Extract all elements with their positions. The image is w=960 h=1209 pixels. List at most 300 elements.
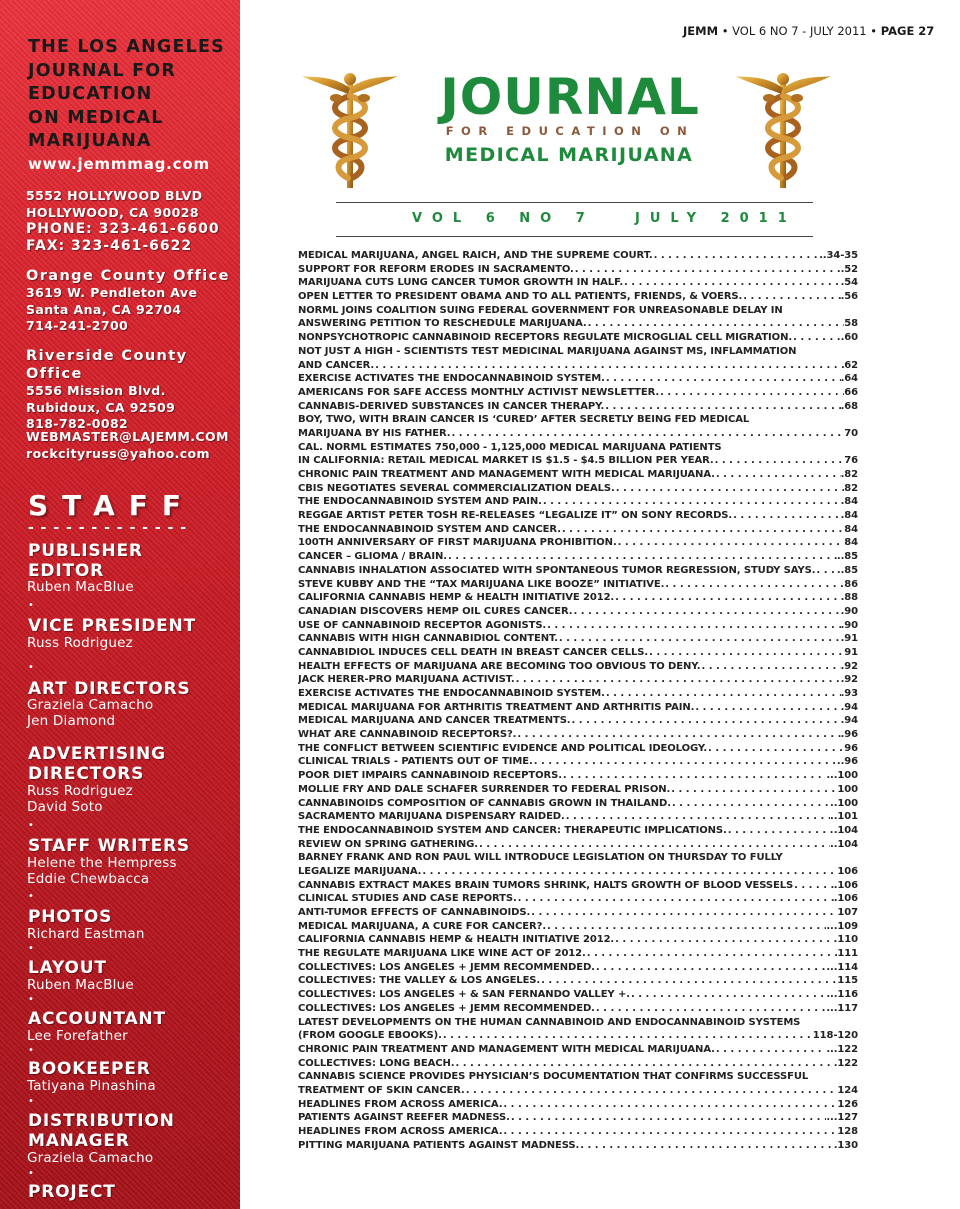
toc-entry-page: 86: [844, 578, 858, 590]
role-vice-president: VICE PRESIDENT: [28, 616, 196, 636]
toc-leader-dots: [792, 331, 841, 345]
toc-entry-page: 110: [837, 934, 858, 946]
toc-entry-title: PITTING MARIJUANA PATIENTS AGAINST MADNESS.: [298, 1139, 580, 1151]
toc-leader-dots: [465, 1084, 838, 1098]
toc-leader-dots: [530, 906, 837, 920]
toc-leader-dots: [562, 769, 826, 783]
toc-entry-title: REGGAE ARTIST PETER TOSH RE-RELEASES “LEGALIZE IT” ON SONY RECORDS.: [298, 510, 733, 522]
toc-entry[interactable]: [298, 263, 858, 277]
toc-entry[interactable]: [298, 906, 858, 920]
toc-entry-title: CANADIAN DISCOVERS HEMP OIL CURES CANCER.: [298, 605, 573, 617]
toc-leader-dots: [595, 1002, 826, 1016]
toc-entry-page: ...116: [826, 989, 858, 1001]
toc-entry[interactable]: [298, 1111, 858, 1125]
toc-leader-dots: [515, 673, 841, 687]
toc-entry-title: CAL. NORML ESTIMATES 750,000 - 1,125,000 MEDICAL MARIJUANA PATIENTS: [298, 441, 722, 453]
toc-entry[interactable]: [298, 1125, 858, 1139]
toc-entry[interactable]: [298, 304, 858, 318]
toc-leader-dots: [558, 632, 841, 646]
toc-entry[interactable]: [298, 523, 858, 537]
toc-entry-page: 91: [844, 646, 858, 658]
toc-entry-page: .52: [840, 263, 858, 275]
toc-entry[interactable]: [298, 824, 858, 838]
role-project: PROJECT: [28, 1182, 116, 1202]
toc-entry-title: CLINICAL TRIALS - PATIENTS OUT OF TIME.: [298, 756, 533, 768]
person-name: Russ Rodriguez: [27, 635, 133, 651]
toc-entry-title: AMERICANS FOR SAFE ACCESS MONTHLY ACTIVIST NEWSLETTER.: [298, 386, 660, 398]
toc-entry[interactable]: [298, 1043, 858, 1057]
toc-entry[interactable]: [298, 290, 858, 304]
toc-leader-dots: [605, 687, 841, 701]
staff-heading: STAFF: [28, 489, 196, 522]
toc-leader-dots: [542, 495, 841, 509]
toc-entry[interactable]: [298, 1016, 858, 1030]
toc-entry-title: HEADLINES FROM ACROSS AMERICA.: [298, 1126, 503, 1137]
toc-entry-title: MEDICAL MARIJUANA, ANGEL RAICH, AND THE SUPREME COURT.: [298, 250, 653, 261]
toc-leader-dots: [664, 578, 844, 592]
toc-leader-dots: [615, 482, 845, 496]
toc-entry-page: .94: [840, 715, 858, 727]
toc-entry[interactable]: [298, 851, 858, 865]
toc-entry-title: AND CANCER.: [298, 359, 375, 371]
toc-entry-title: SUPPORT FOR REFORM ERODES IN SACRAMENTO.: [298, 263, 574, 275]
toc-entry-title: THE ENDOCANNABINOID SYSTEM AND CANCER.: [298, 523, 561, 535]
publication-title: THE LOS ANGELES JOURNAL FOR EDUCATION ON MEDICAL MARIJUANA: [28, 37, 225, 151]
toc-entry[interactable]: [298, 646, 858, 660]
toc-entry-page: .82: [840, 469, 858, 480]
toc-leader-dots: [571, 714, 841, 728]
toc-entry-title: EXERCISE ACTIVATES THE ENDOCANNABINOID SYSTEM.: [298, 688, 605, 699]
toc-entry[interactable]: [298, 345, 858, 359]
toc-entry-page: ..85: [836, 551, 858, 563]
toc-entry-page: .91: [840, 633, 858, 645]
riverside-county-office: Riverside County Office 5556 Mission Blvd. Rubidoux, CA 92509 818-782-0082: [26, 348, 188, 431]
toc-entry[interactable]: [298, 687, 858, 701]
toc-entry-page: .56: [840, 291, 858, 303]
toc-entry-page: ...109: [826, 920, 858, 932]
toc-entry[interactable]: [298, 1139, 858, 1153]
toc-entry-title: BARNEY FRANK AND RON PAUL WILL INTRODUCE LEGISLATION ON THURSDAY TO FULLY: [298, 852, 783, 864]
toc-entry-page: ..104: [830, 838, 858, 850]
toc-entry-page: 111: [837, 948, 858, 960]
toc-entry[interactable]: [298, 660, 858, 674]
toc-leader-dots: [451, 427, 845, 441]
toc-entry[interactable]: [298, 441, 858, 455]
table-of-contents: [298, 249, 858, 1152]
toc-entry-title: CALIFORNIA CANNABIS HEMP & HEALTH INITIATIVE 2012.: [298, 934, 615, 946]
toc-entry[interactable]: [298, 920, 858, 934]
toc-entry-page: ...127: [826, 1112, 858, 1124]
toc-entry-page: .88: [840, 592, 858, 604]
toc-entry-page: ...100: [826, 770, 858, 782]
toc-entry[interactable]: [298, 317, 858, 331]
toc-entry[interactable]: [298, 769, 858, 783]
toc-leader-dots: [671, 797, 830, 811]
role-photos: PHOTOS: [28, 907, 113, 927]
role-staff-writers: STAFF WRITERS: [28, 836, 190, 856]
toc-entry-page: .90: [840, 619, 858, 631]
toc-entry-title: JACK HERER-PRO MARIJUANA ACTIVIST.: [298, 674, 515, 686]
toc-entry[interactable]: [298, 386, 858, 400]
toc-entry[interactable]: [298, 550, 858, 564]
toc-entry[interactable]: [298, 605, 858, 619]
person-name: Lee Forefather: [27, 1028, 128, 1044]
toc-entry[interactable]: [298, 1098, 858, 1112]
toc-entry-page: 106: [837, 865, 858, 877]
volume-number: VOL 6 NO 7: [412, 211, 595, 226]
toc-entry[interactable]: [298, 879, 858, 893]
toc-entry-page: .84: [840, 496, 858, 508]
toc-entry-title: CANNABIS INHALATION ASSOCIATED WITH SPONTANEOUS TUMOR REGRESSION, STUDY SAYS.: [298, 564, 816, 576]
toc-entry-title: CANNABIDIOL INDUCES CELL DEATH IN BREAST CANCER CELLS.: [298, 646, 649, 658]
toc-entry-page: .93: [840, 688, 858, 699]
toc-leader-dots: [574, 263, 841, 277]
toc-entry[interactable]: [298, 810, 858, 824]
toc-entry-page: ...122: [826, 1043, 858, 1055]
toc-entry[interactable]: [298, 714, 858, 728]
person-name: David Soto: [27, 799, 103, 815]
toc-entry-page: ..85: [836, 564, 858, 576]
toc-entry[interactable]: [298, 591, 858, 605]
toc-entry-title: MARIJUANA BY HIS FATHER.: [298, 427, 451, 439]
toc-entry[interactable]: [298, 755, 858, 769]
toc-leader-dots: [478, 838, 830, 852]
toc-entry-page: .106: [833, 879, 858, 891]
toc-entry-title: OPEN LETTER TO PRESIDENT OBAMA AND TO ALL PATIENTS, FRIENDS, & VOERS.: [298, 291, 743, 303]
toc-entry-page: ...117: [826, 1002, 858, 1014]
role-distribution-manager: DISTRIBUTION MANAGER: [28, 1111, 175, 1151]
toc-entry-page: 82: [844, 482, 858, 494]
toc-leader-dots: [374, 359, 844, 373]
toc-leader-dots: [670, 783, 837, 797]
contact-emails: [26, 429, 229, 462]
toc-entry-page: .64: [840, 373, 858, 385]
toc-entry-title: CHRONIC PAIN TREATMENT AND MANAGEMENT WITH MEDICAL MARIJUANA.: [298, 469, 715, 480]
person-name: Russ Rodriguez: [27, 783, 133, 799]
toc-leader-dots: [516, 728, 840, 742]
toc-entry[interactable]: [298, 427, 858, 441]
toc-entry-title: CANNABIS-DERIVED SUBSTANCES IN CANCER THERAPY.: [298, 400, 605, 412]
role-advertising-directors: ADVERTISING DIRECTORS: [28, 744, 166, 784]
toc-leader-dots: [614, 591, 840, 605]
issue-info: VOL 6 NO 7 - JULY 2011: [732, 24, 867, 38]
toc-entry[interactable]: [298, 359, 858, 373]
role-publisher-editor: PUBLISHER EDITOR: [28, 541, 143, 581]
toc-entry[interactable]: [298, 947, 858, 961]
toc-entry-title: COLLECTIVES: LOS ANGELES + JEMM RECOMMENDED.: [298, 961, 595, 973]
brand-name: JEMM: [683, 24, 719, 38]
toc-entry-title: COLLECTIVES: LOS ANGELES + & SAN FERNANDO VALLEY +.: [298, 989, 630, 1001]
toc-entry[interactable]: [298, 673, 858, 687]
bullet: •: [28, 943, 34, 954]
masthead-for-education: FOR EDUCATION ON: [445, 124, 695, 138]
toc-entry-title: CALIFORNIA CANNABIS HEMP & HEALTH INITIATIVE 2012.: [298, 592, 615, 604]
toc-leader-dots: [579, 1139, 833, 1153]
toc-leader-dots: [587, 317, 845, 331]
toc-entry[interactable]: [298, 413, 858, 427]
toc-entry[interactable]: [298, 701, 858, 715]
bullet: •: [28, 1045, 34, 1056]
toc-leader-dots: [659, 386, 844, 400]
toc-leader-dots: [614, 933, 837, 947]
toc-entry[interactable]: [298, 578, 858, 592]
toc-entry-title: NOT JUST A HIGH - SCIENTISTS TEST MEDICINAL MARIJUANA AGAINST MS, INFLAMMATION: [298, 345, 797, 357]
toc-entry-title: BOY, TWO, WITH BRAIN CANCER IS ‘CURED’ AFTER SECRETLY BEING FED MEDICAL: [298, 414, 750, 426]
role-bookeeper: BOOKEEPER: [28, 1059, 151, 1079]
toc-entry-page: .122: [833, 1057, 858, 1069]
toc-entry-title: CANCER – GLIOMA / BRAIN.: [298, 551, 447, 563]
toc-entry[interactable]: [298, 331, 858, 345]
toc-leader-dots: [561, 523, 844, 537]
toc-leader-dots: [540, 974, 837, 988]
toc-entry-title: HEALTH EFFECTS OF MARIJUANA ARE BECOMING TOO OBVIOUS TO DENY.: [298, 660, 701, 672]
toc-entry[interactable]: [298, 372, 858, 386]
toc-entry[interactable]: [298, 495, 858, 509]
toc-leader-dots: [604, 400, 840, 414]
toc-leader-dots: [694, 701, 840, 715]
bullet: •: [28, 600, 34, 611]
toc-leader-dots: [707, 742, 844, 756]
bullet: •: [28, 662, 34, 673]
toc-entry[interactable]: [298, 564, 858, 578]
toc-entry-title: CBIS NEGOTIATES SEVERAL COMMERCIALIZATION DEALS.: [298, 482, 615, 494]
toc-leader-dots: [421, 865, 837, 879]
toc-leader-dots: [700, 660, 840, 674]
sidebar: [0, 0, 240, 1209]
toc-entry[interactable]: [298, 1029, 858, 1043]
toc-entry-title: MEDICAL MARIJUANA FOR ARTHRITIS TREATMENT AND ARTHRITIS PAIN.: [298, 701, 695, 713]
toc-entry[interactable]: [298, 276, 858, 290]
toc-entry-page: .94: [840, 701, 858, 713]
toc-entry-page: 76: [844, 455, 858, 467]
toc-entry-title: NONPSYCHOTROPIC CANNABINOID RECEPTORS REGULATE MICROGLIAL CELL MIGRATION.: [298, 332, 793, 344]
person-name: Ruben MacBlue: [27, 579, 134, 595]
toc-entry-page: .68: [840, 400, 858, 412]
toc-entry-page: .130: [833, 1139, 858, 1151]
person-name: Eddie Chewbacca: [27, 871, 150, 887]
toc-entry-page: .60: [840, 332, 858, 344]
toc-entry-title: LEGALIZE MARIJUANA.: [298, 865, 422, 877]
toc-entry[interactable]: [298, 536, 858, 550]
bullet: •: [28, 1168, 34, 1179]
toc-entry[interactable]: [298, 988, 858, 1002]
toc-entry[interactable]: [298, 454, 858, 468]
bullet: •: [28, 891, 34, 902]
toc-entry-title: THE ENDOCANNABINOID SYSTEM AND CANCER: THERAPEUTIC IMPLICATIONS.: [298, 824, 727, 836]
toc-entry[interactable]: [298, 865, 858, 879]
toc-entry-title: THE ENDOCANNABINOID SYSTEM AND PAIN.: [298, 496, 542, 508]
person-name: Jen Diamond: [27, 713, 116, 729]
toc-entry[interactable]: [298, 468, 858, 482]
toc-entry-page: 124: [837, 1084, 858, 1096]
toc-leader-dots: [630, 988, 826, 1002]
person-name: Helene the Hempress: [27, 855, 177, 871]
toc-entry[interactable]: [298, 892, 858, 906]
hq-address: 5552 HOLLYWOOD BLVD HOLLYWOOD, CA 90028 PHONE: 323-461-6600 FAX: 323-461-6622: [26, 188, 220, 254]
person-name: Graziela Camacho: [27, 697, 154, 713]
toc-entry-title: HEADLINES FROM ACROSS AMERICA.: [298, 1098, 503, 1110]
toc-entry[interactable]: [298, 1070, 858, 1084]
toc-leader-dots: [586, 947, 838, 961]
toc-leader-dots: [742, 290, 840, 304]
toc-entry-title: REVIEW ON SPRING GATHERING.: [298, 838, 478, 850]
toc-entry-title: CLINICAL STUDIES AND CASE REPORTS.: [298, 893, 517, 905]
header-separator: •: [870, 24, 881, 38]
toc-entry-title: ANTI-TUMOR EFFECTS OF CANNABINOIDS.: [298, 907, 531, 918]
staff-divider: - - - - - - - - - - - - -: [28, 520, 188, 536]
toc-entry-title: CANNABIS EXTRACT MAKES BRAIN TUMORS SHRINK, HALTS GROWTH OF BLOOD VESSELS: [298, 879, 794, 891]
toc-entry-title: COLLECTIVES: LONG BEACH.: [298, 1057, 455, 1069]
issue-date: JULY 2011: [635, 211, 797, 226]
divider-rule: [336, 236, 813, 237]
toc-leader-dots: [454, 1057, 833, 1071]
toc-entry-title: EXERCISE ACTIVATES THE ENDOCANNABINOID SYSTEM.: [298, 373, 605, 385]
toc-entry[interactable]: [298, 249, 858, 263]
person-name: Richard Eastman: [27, 926, 145, 942]
toc-entry-title: MOLLIE FRY AND DALE SCHAFER SURRENDER TO FEDERAL PRISON.: [298, 783, 671, 795]
caduceus-left-icon: [300, 70, 400, 190]
website-link[interactable]: www.jemmmag.com: [28, 155, 210, 173]
person-name: Ruben MacBlue: [27, 977, 134, 993]
toc-leader-dots: [565, 810, 830, 824]
toc-leader-dots: [447, 550, 837, 564]
toc-entry-title: MEDICAL MARIJUANA AND CANCER TREATMENTS.: [298, 715, 571, 727]
role-accountant: ACCOUNTANT: [28, 1009, 166, 1029]
toc-entry-title: MARIJUANA CUTS LUNG CANCER TUMOR GROWTH IN HALF.: [298, 277, 624, 289]
toc-leader-dots: [502, 1125, 837, 1139]
person-name: Graziela Camacho: [27, 1150, 154, 1166]
divider-rule: [336, 202, 813, 203]
toc-entry-title: POOR DIET IMPAIRS CANNABINOID RECEPTORS.: [298, 770, 562, 782]
toc-entry-page: 126: [837, 1098, 858, 1110]
toc-entry-title: COLLECTIVES: LOS ANGELES + JEMM RECOMMENDED.: [298, 1002, 595, 1014]
masthead-medical-marijuana: MEDICAL MARIJUANA: [444, 144, 694, 166]
toc-entry[interactable]: [298, 797, 858, 811]
running-header: [683, 24, 934, 38]
toc-entry-title: 100TH ANNIVERSARY OF FIRST MARIJUANA PROHIBITION.: [298, 537, 617, 549]
toc-entry-page: 118-120: [812, 1030, 858, 1042]
role-layout: LAYOUT: [28, 958, 107, 978]
toc-entry-title: COLLECTIVES: THE VALLEY & LOS ANGELES.: [298, 975, 541, 987]
toc-leader-dots: [732, 509, 841, 523]
toc-entry-page: ...114: [826, 961, 858, 973]
toc-entry-title: SACRAMENTO MARIJUANA DISPENSARY RAIDED.: [298, 811, 565, 823]
toc-entry-title: MEDICAL MARIJUANA, A CURE FOR CANCER?.: [298, 920, 547, 932]
toc-entry-title: USE OF CANNABINOID RECEPTOR AGONISTS.: [298, 619, 547, 631]
toc-entry[interactable]: [298, 1002, 858, 1016]
toc-entry-title: ANSWERING PETITION TO RESCHEDULE MARIJUANA.: [298, 318, 587, 330]
toc-leader-dots: [533, 755, 837, 769]
header-separator: •: [721, 24, 733, 38]
toc-entry-page: .92: [840, 660, 858, 672]
toc-entry[interactable]: [298, 783, 858, 797]
toc-entry[interactable]: [298, 1084, 858, 1098]
toc-entry-page: ..101: [830, 811, 858, 823]
toc-entry[interactable]: [298, 1057, 858, 1071]
toc-leader-dots: [546, 619, 840, 633]
bullet: •: [28, 994, 34, 1005]
toc-entry-page: 107: [837, 907, 858, 918]
toc-leader-dots: [715, 468, 841, 482]
toc-entry-page: 100: [837, 783, 858, 795]
toc-leader-dots: [715, 1043, 826, 1057]
toc-entry-title: WHAT ARE CANNABINOID RECEPTORS?.: [298, 729, 517, 741]
toc-entry[interactable]: [298, 509, 858, 523]
toc-entry-title: CHRONIC PAIN TREATMENT AND MANAGEMENT WITH MEDICAL MARIJUANA.: [298, 1043, 715, 1055]
bullet: •: [28, 820, 34, 831]
toc-entry-title: THE REGULATE MARIJUANA LIKE WINE ACT OF 2012.: [298, 948, 586, 960]
bullet: •: [28, 1096, 34, 1107]
toc-leader-dots: [546, 920, 826, 934]
toc-leader-dots: [727, 824, 834, 838]
toc-entry-page: .106: [833, 893, 858, 905]
toc-entry[interactable]: [298, 482, 858, 496]
toc-entry-page: .96: [840, 729, 858, 741]
toc-entry-title: LATEST DEVELOPMENTS ON THE HUMAN CANNABINOID AND ENDOCANNABINOID SYSTEMS: [298, 1016, 801, 1028]
toc-entry-title: TREATMENT OF SKIN CANCER.: [298, 1084, 465, 1096]
toc-entry-page: .90: [840, 605, 858, 617]
toc-entry-page: 70: [844, 427, 858, 439]
russ-email[interactable]: rockcityruss@yahoo.com: [26, 445, 210, 461]
toc-entry-page: .104: [833, 824, 858, 836]
toc-entry-title: CANNABINOIDS COMPOSITION OF CANNABIS GROWN IN THAILAND.: [298, 797, 671, 809]
toc-entry-page: 66: [844, 386, 858, 398]
toc-entry[interactable]: [298, 742, 858, 756]
toc-entry-page: .92: [840, 674, 858, 686]
toc-entry-page: ..96: [836, 756, 858, 768]
toc-leader-dots: [572, 605, 840, 619]
toc-entry-page: 96: [844, 742, 858, 754]
toc-leader-dots: [617, 536, 845, 550]
toc-entry-page: 128: [837, 1126, 858, 1137]
toc-entry-title: NORML JOINS COALITION SUING FEDERAL GOVERNMENT FOR UNREASONABLE DELAY IN: [298, 304, 783, 316]
toc-entry-title: CANNABIS SCIENCE PROVIDES PHYSICIAN’S DOCUMENTATION THAT CONFIRMS SUCCESSFUL: [298, 1071, 809, 1083]
toc-leader-dots: [623, 276, 841, 290]
toc-leader-dots: [595, 961, 826, 975]
toc-leader-dots: [793, 879, 834, 893]
toc-leader-dots: [517, 892, 834, 906]
webmaster-email[interactable]: WEBMASTER@LAJEMM.COM: [26, 429, 229, 444]
toc-leader-dots: [502, 1098, 837, 1112]
toc-entry-page: 58: [844, 318, 858, 330]
toc-leader-dots: [653, 249, 820, 263]
toc-entry-title: PATIENTS AGAINST REEFER MADNESS.: [298, 1112, 510, 1124]
toc-entry[interactable]: [298, 933, 858, 947]
toc-entry-title: CANNABIS WITH HIGH CANNABIDIOL CONTENT.: [298, 633, 558, 645]
toc-entry-title: (FROM GOOGLE EBOOKS).: [298, 1030, 442, 1042]
person-name: Tatiyana Pinashina: [27, 1078, 156, 1094]
toc-entry-page: 115: [837, 975, 858, 987]
toc-entry-page: ..100: [830, 797, 858, 809]
toc-entry[interactable]: [298, 619, 858, 633]
toc-entry[interactable]: [298, 974, 858, 988]
toc-entry-page: 62: [844, 359, 858, 371]
toc-leader-dots: [442, 1029, 813, 1043]
toc-entry[interactable]: [298, 632, 858, 646]
toc-entry[interactable]: [298, 838, 858, 852]
orange-county-office: Orange County Office 3619 W. Pendleton Ave Santa Ana, CA 92704 714-241-2700: [26, 268, 230, 333]
toc-leader-dots: [815, 564, 836, 578]
toc-entry-page: .54: [840, 277, 858, 289]
toc-entry[interactable]: [298, 400, 858, 414]
role-art-directors: ART DIRECTORS: [28, 679, 191, 699]
toc-entry-page: .84: [840, 510, 858, 522]
toc-entry-page: 84: [844, 537, 858, 549]
toc-entry[interactable]: [298, 961, 858, 975]
toc-entry[interactable]: [298, 728, 858, 742]
masthead-journal: JOURNAL: [440, 68, 700, 126]
toc-entry-title: IN CALIFORNIA: RETAIL MEDICAL MARKET IS $1.5 - $4.5 BILLION PER YEAR.: [298, 455, 714, 467]
